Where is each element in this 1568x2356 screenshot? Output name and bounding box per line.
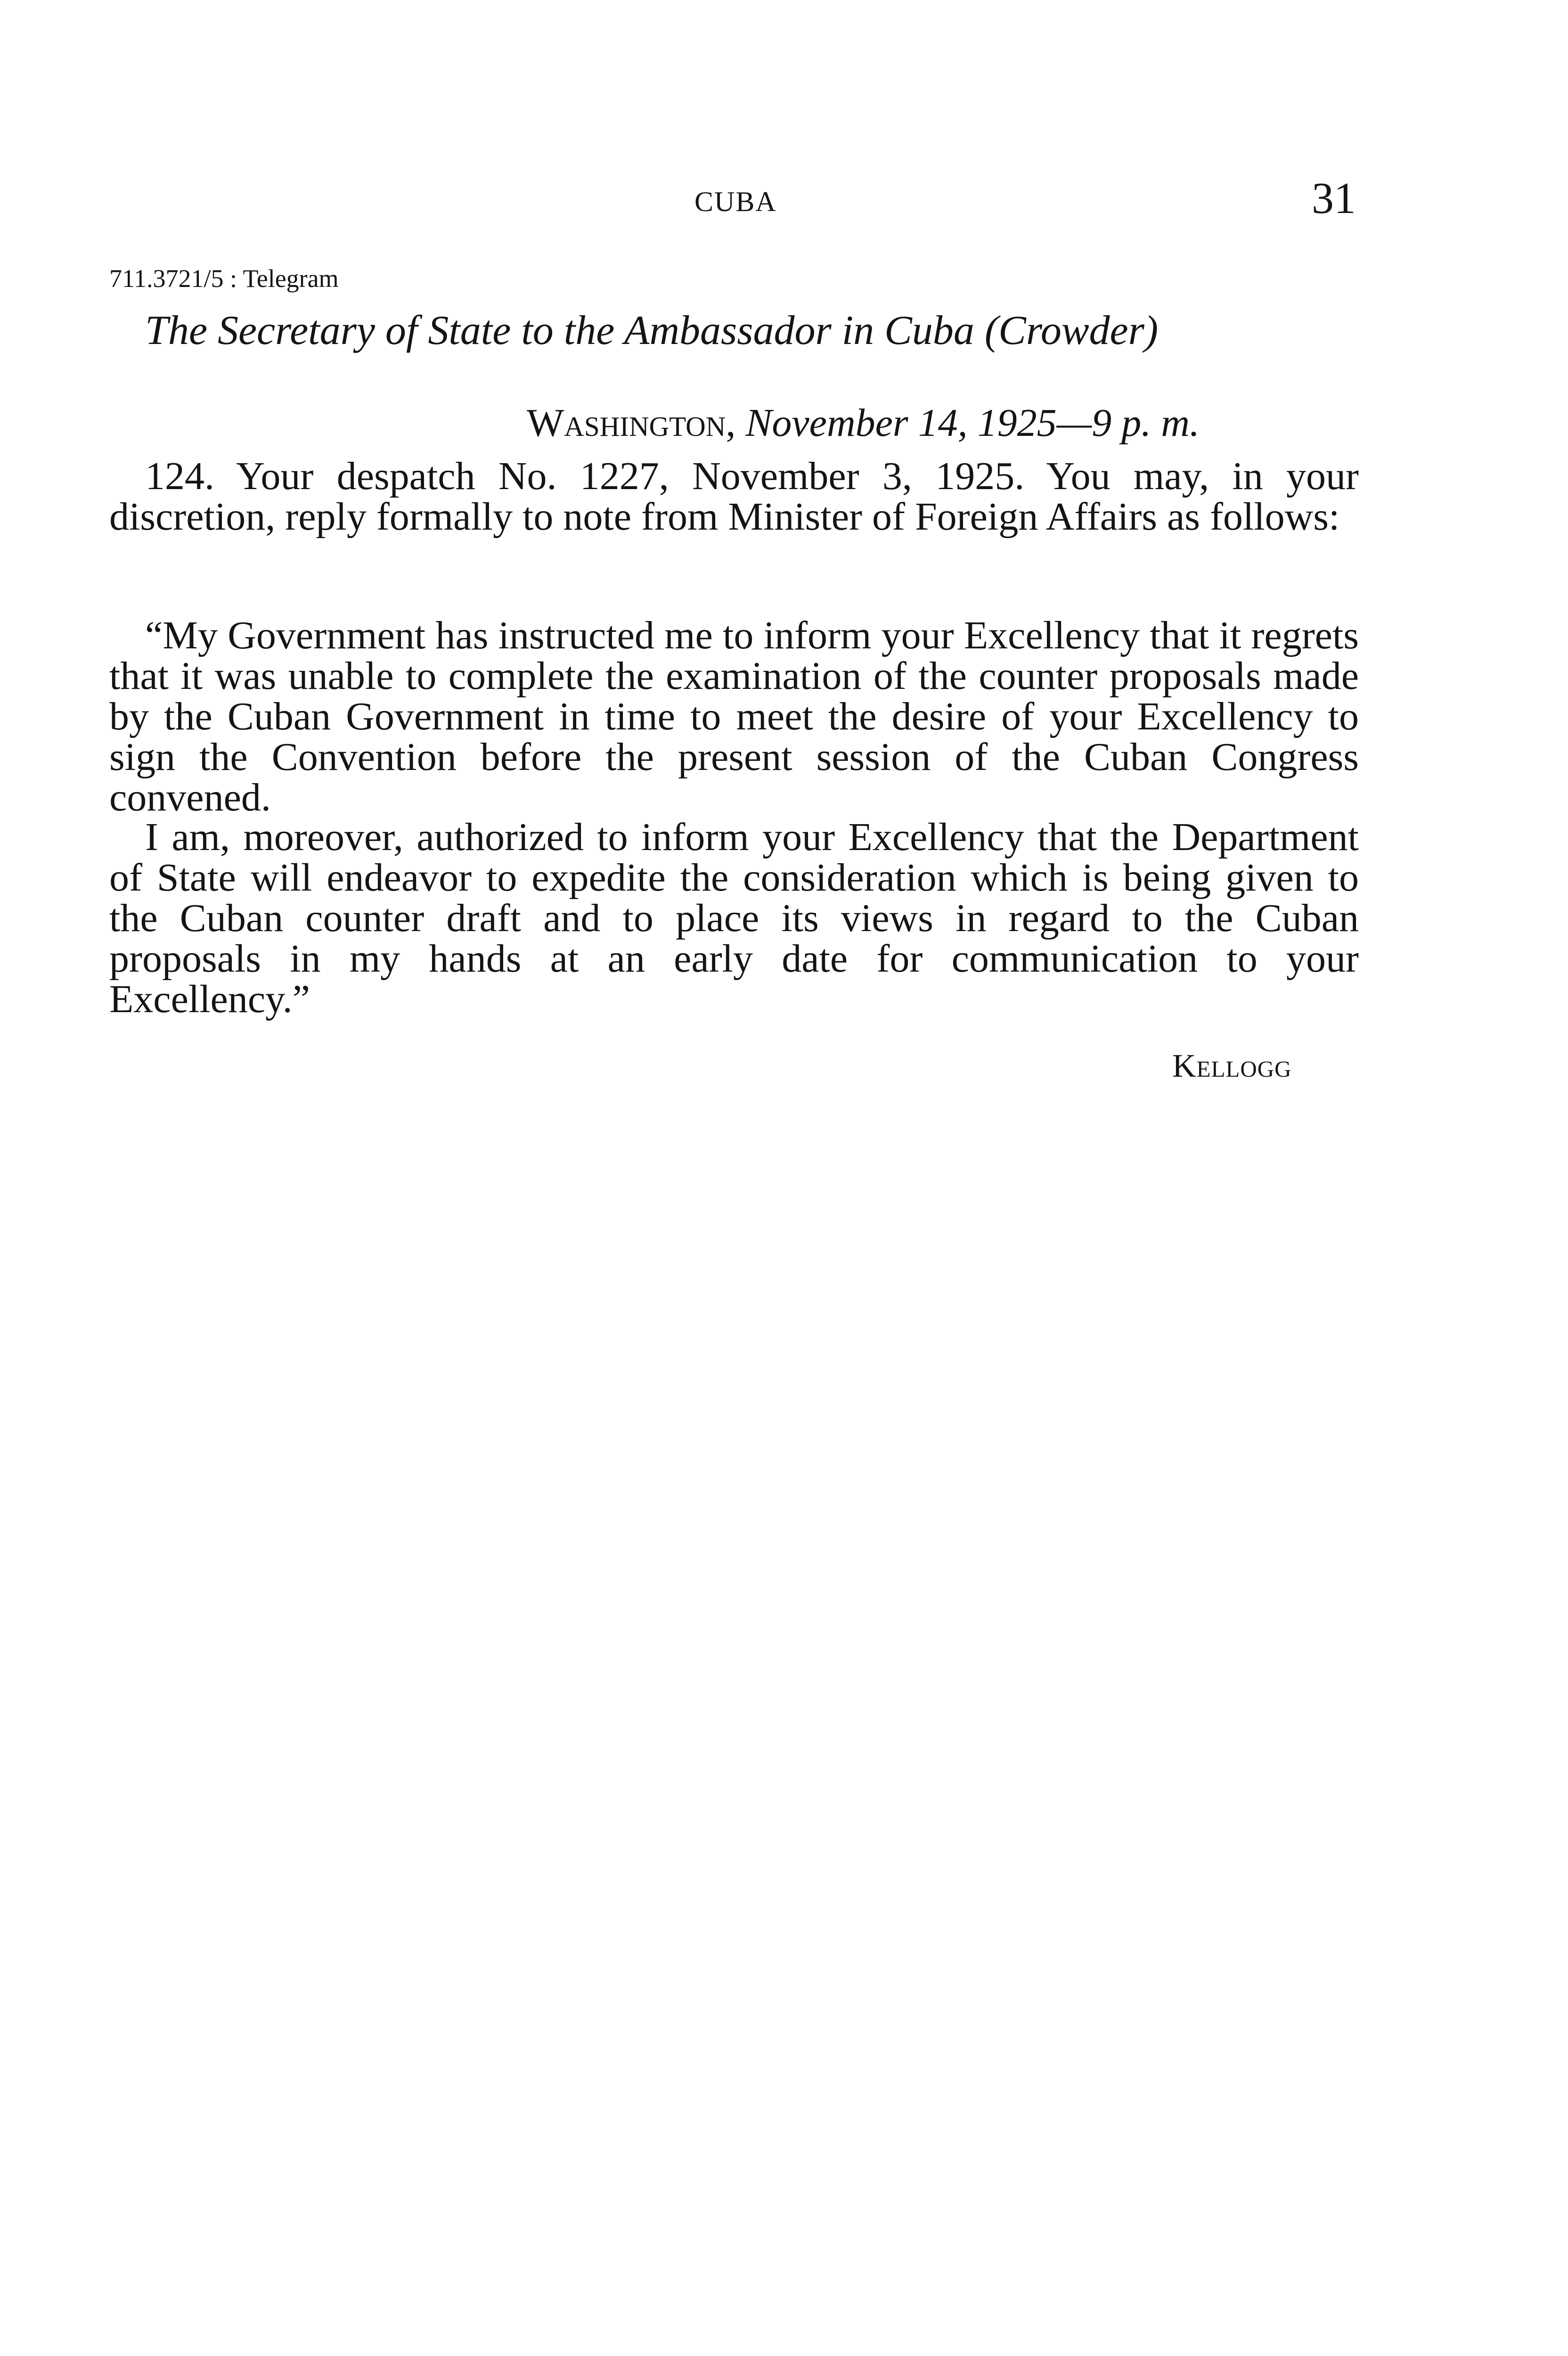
- document-title: The Secretary of State to the Ambassador in Cuba (Crowder): [145, 308, 1159, 353]
- paragraph-quoted-note-continued: I am, moreover, authorized to inform your Excellency that the Department of State will endeavor to expedite the consideration which is being given to the Cuban counter draft and to place its views in regard to the Cuban proposals in my hands at an early date for communication to your Excellency.”: [109, 815, 1359, 1021]
- file-reference: 711.3721/5 : Telegram: [109, 264, 339, 293]
- paragraph-instruction: 124. Your despatch No. 1227, November 3, 1925. You may, in your discretion, reply formally to note from Minister of Foreign Affairs as follows:: [109, 454, 1359, 539]
- paragraph-quoted-note: “My Government has instructed me to inform your Excellency that it regrets that it was unable to complete the examination of the counter proposals made by the Cuban Government in time to meet the desire of your Excellency to sign the Convention before the present session of the Cuban Congress convened.: [109, 614, 1359, 819]
- dateline-place: Washington,: [527, 401, 736, 445]
- running-head: CUBA: [694, 186, 777, 217]
- dateline: [527, 401, 1200, 445]
- page-number: 31: [1312, 174, 1356, 223]
- signature: Kellogg: [1172, 1048, 1292, 1084]
- dateline-time: November 14, 1925—9 p. m.: [745, 401, 1200, 445]
